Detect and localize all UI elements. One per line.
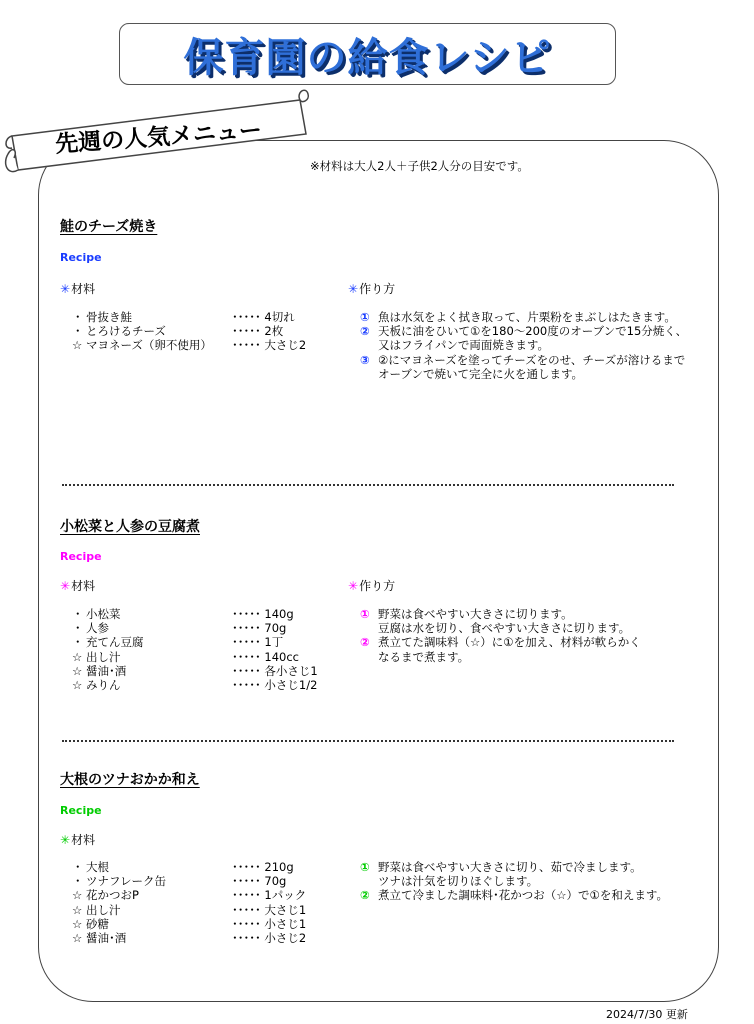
- ingredient-amount: ･････ 140g: [232, 607, 294, 621]
- ingredient-amount: ･････ 4切れ: [232, 310, 295, 324]
- ingredient-amount: ･････ 小さじ1: [232, 916, 307, 931]
- ingredient-amount: ･････ 大さじ1: [232, 902, 307, 917]
- recipe-1-ingredients: [72, 310, 306, 353]
- divider: [62, 484, 674, 486]
- asterisk-icon: ✳: [60, 833, 71, 847]
- asterisk-icon: ✳: [348, 579, 359, 593]
- star-icon: ☆: [72, 888, 83, 903]
- ingredient-amount: ･････ 210g: [232, 860, 294, 874]
- ingredient-name: 人参: [86, 621, 109, 636]
- step-number: ③: [360, 352, 370, 367]
- recipe-3-title: 大根のツナおかか和え: [60, 772, 200, 788]
- title-box: [119, 23, 616, 85]
- ingredient-amount: ･････ 70g: [232, 621, 287, 636]
- recipe-2-steps: [360, 607, 641, 664]
- ingredient-row: [72, 310, 306, 324]
- ingredient-name: 花かつおP: [86, 888, 139, 903]
- step-item: [360, 310, 687, 324]
- ingredient-row: [72, 931, 306, 945]
- ingredient-amount: ･････ 70g: [232, 874, 287, 889]
- ingredient-amount: ･････ 1丁: [232, 635, 284, 650]
- ingredient-row: [72, 635, 318, 649]
- ingredient-name: 大根: [86, 860, 109, 874]
- ingredient-name: 骨抜き鮭: [86, 310, 132, 324]
- ingredient-row: [72, 888, 306, 902]
- ingredient-name: ツナフレーク缶: [86, 874, 167, 889]
- ingredient-row: [72, 678, 318, 692]
- ingredient-name: 砂糖: [86, 916, 109, 931]
- step-text: 煮立て冷ました調味料･花かつお（☆）で①を和えます。: [378, 888, 668, 903]
- ingredient-amount: ･････ 小さじ2: [232, 931, 307, 946]
- ingredient-row: [72, 650, 318, 664]
- recipe-3-ingredients-heading: ✳材料: [60, 833, 96, 847]
- bullet-icon: ・: [72, 874, 84, 889]
- step-item: [360, 888, 668, 902]
- star-icon: ☆: [72, 649, 83, 664]
- recipe-2-ingredients: [72, 607, 318, 692]
- step-text: 煮立てた調味料（☆）に①を加え、材料が軟らかく なるまで煮ます。: [378, 635, 641, 664]
- bullet-icon: ・: [72, 860, 84, 874]
- star-icon: ☆: [72, 663, 83, 678]
- recipe-1-label: Recipe: [60, 251, 102, 264]
- star-icon: ☆: [72, 902, 83, 917]
- ingredient-row: [72, 860, 306, 874]
- updated-date: 2024/7/30 更新: [606, 1008, 688, 1021]
- portion-note: ※材料は大人2人＋子供2人分の目安です。: [310, 159, 529, 173]
- step-item: [360, 353, 687, 381]
- step-item: [360, 635, 641, 663]
- recipe-1-steps: [360, 310, 687, 381]
- bullet-icon: ・: [72, 621, 84, 636]
- ingredient-row: [72, 324, 306, 338]
- step-text: 天板に油をひいて①を180～200度のオーブンで15分焼く、 又はフライパンで両面焼きます。: [378, 324, 688, 353]
- recipe-3-label: Recipe: [60, 804, 102, 817]
- step-number: ①: [360, 607, 370, 621]
- ingredient-name: マヨネーズ（卵不使用）: [86, 338, 212, 353]
- ingredient-name: 出し汁: [86, 649, 121, 664]
- star-icon: ☆: [72, 338, 83, 353]
- star-icon: ☆: [72, 678, 83, 693]
- ingredient-name: 醤油･酒: [86, 663, 127, 678]
- step-item: [360, 607, 641, 635]
- step-item: [360, 324, 687, 352]
- ingredient-name: 小松菜: [86, 607, 121, 621]
- recipe-1-ingredients-heading: ✳材料: [60, 282, 96, 296]
- recipe-1-title: 鮭のチーズ焼き: [60, 219, 158, 235]
- ingredient-amount: ･････ 小さじ1/2: [232, 678, 318, 693]
- recipe-2-steps-heading: ✳作り方: [348, 579, 396, 593]
- ingredient-row: [72, 874, 306, 888]
- banner-label: 先週の人気メニュー: [54, 117, 263, 158]
- ingredient-amount: ･････ 140cc: [232, 649, 300, 664]
- ingredient-name: 出し汁: [86, 902, 121, 917]
- ingredient-name: みりん: [86, 678, 121, 693]
- ingredient-amount: ･････ 1パック: [232, 888, 307, 903]
- recipe-2-label: Recipe: [60, 550, 102, 563]
- bullet-icon: ・: [72, 635, 84, 650]
- ingredient-amount: ･････ 大さじ2: [232, 338, 307, 353]
- ingredient-name: とろけるチーズ: [86, 324, 166, 339]
- ingredient-row: [72, 917, 306, 931]
- bullet-icon: ・: [72, 607, 84, 621]
- divider: [62, 740, 674, 742]
- step-number: ②: [360, 324, 370, 339]
- page-title: 保育園の給食レシピ: [183, 34, 552, 81]
- ingredient-amount: ･････ 各小さじ1: [232, 663, 318, 678]
- step-text: 野菜は食べやすい大きさに切り、茹で冷まします。 ツナは汁気を切りほぐします。: [378, 860, 642, 889]
- star-icon: ☆: [72, 916, 83, 931]
- ingredient-row: [72, 607, 318, 621]
- ingredient-row: [72, 338, 306, 352]
- bullet-icon: ・: [72, 310, 84, 324]
- ingredient-amount: ･････ 2枚: [232, 324, 284, 339]
- recipe-2-title: 小松菜と人参の豆腐煮: [60, 519, 200, 535]
- step-number: ①: [360, 860, 370, 874]
- ingredient-row: [72, 664, 318, 678]
- step-text: ②にマヨネーズを塗ってチーズをのせ、チーズが溶けるまで オーブンで焼いて完全に火を通します。: [378, 352, 686, 381]
- step-number: ②: [360, 635, 370, 650]
- step-text: 野菜は食べやすい大きさに切ります。 豆腐は水を切り、食べやすい大きさに切ります。: [378, 607, 631, 636]
- asterisk-icon: ✳: [60, 282, 71, 296]
- star-icon: ☆: [72, 931, 83, 946]
- step-text: 魚は水気をよく拭き取って、片栗粉をまぶしはたきます。: [378, 310, 676, 324]
- ingredient-row: [72, 621, 318, 635]
- ingredient-name: 醤油･酒: [86, 931, 127, 946]
- recipe-3-steps: [360, 860, 668, 903]
- recipe-3-ingredients: [72, 860, 306, 945]
- step-number: ①: [360, 310, 370, 324]
- recipe-1-steps-heading: ✳作り方: [348, 282, 396, 296]
- step-number: ②: [360, 888, 370, 903]
- asterisk-icon: ✳: [348, 282, 359, 296]
- ingredient-name: 充てん豆腐: [86, 635, 144, 650]
- asterisk-icon: ✳: [60, 579, 71, 593]
- recipe-2-ingredients-heading: ✳材料: [60, 579, 96, 593]
- bullet-icon: ・: [72, 324, 84, 339]
- ingredient-row: [72, 903, 306, 917]
- step-item: [360, 860, 668, 888]
